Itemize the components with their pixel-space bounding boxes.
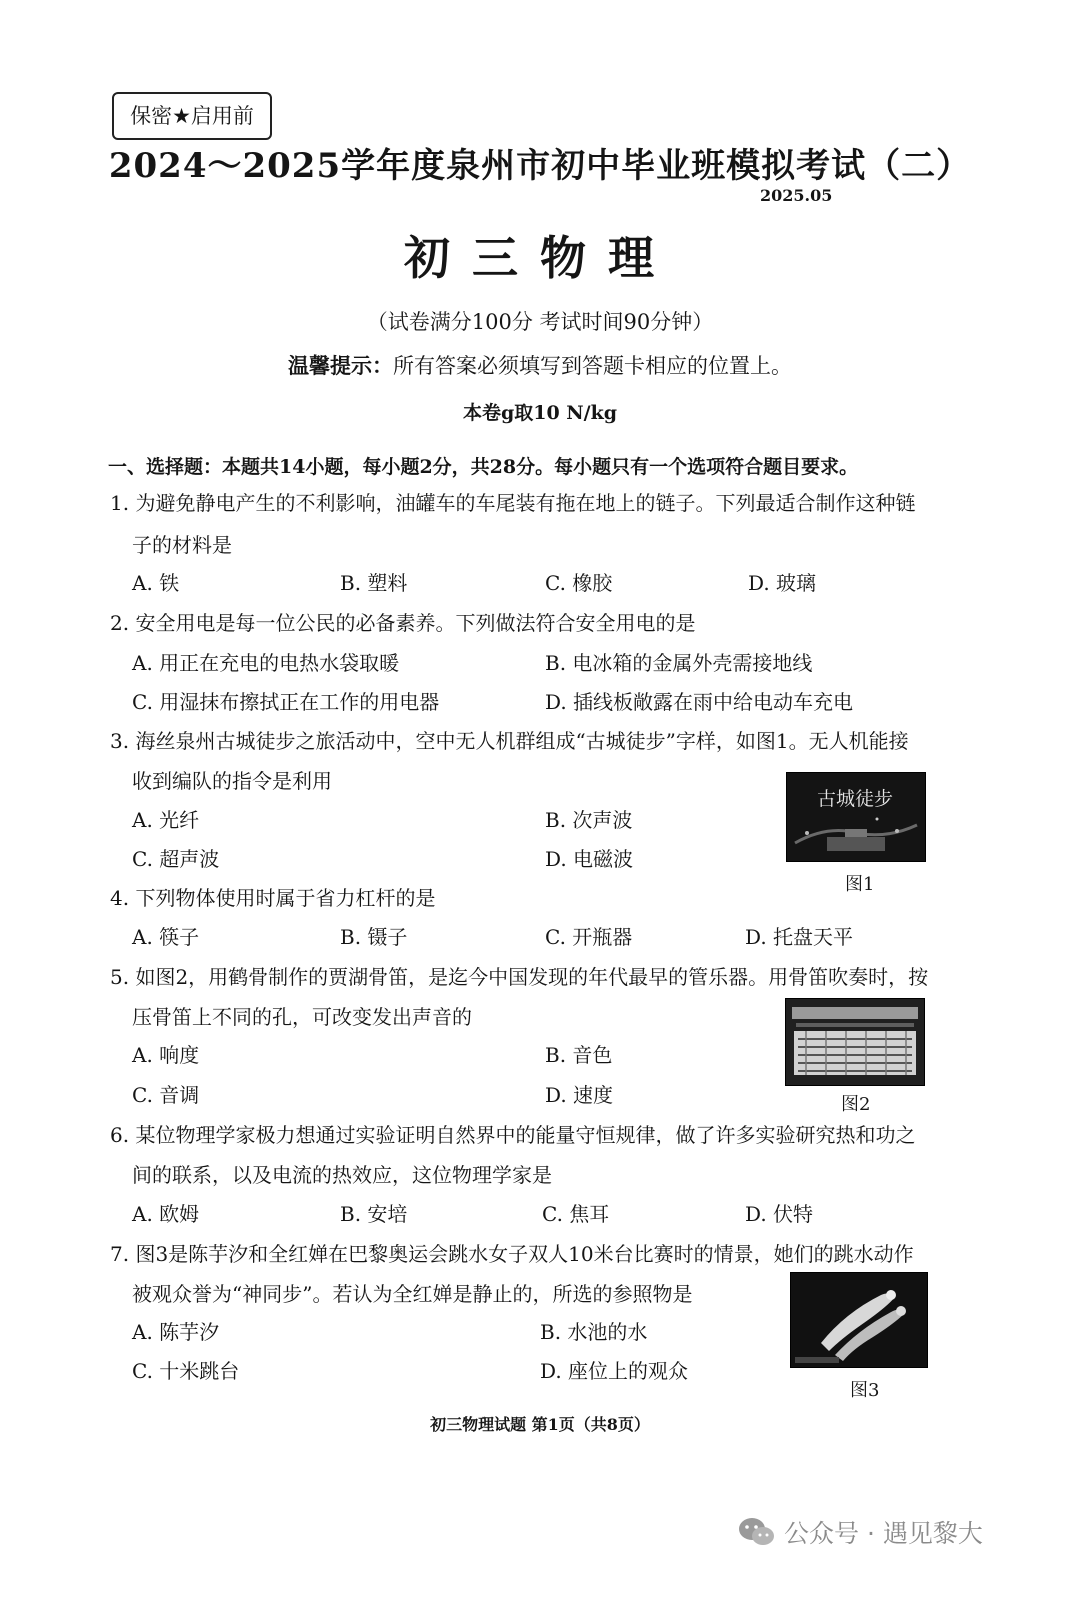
confidential-seal: 保密★启用前 — [112, 92, 272, 140]
g-value-note: 本卷g取10 N/kg — [462, 402, 618, 424]
question-2-option-a: A. 用正在充电的电热水袋取暖 — [132, 651, 400, 675]
question-1-line-1: 1. 为避免静电产生的不利影响，油罐车的车尾装有拖在地上的链子。下列最适合制作这种链 — [110, 491, 916, 515]
question-7-option-d: D. 座位上的观众 — [540, 1359, 689, 1383]
question-2-option-c: C. 用湿抹布擦拭正在工作的用电器 — [132, 690, 440, 714]
question-5-option-c: C. 音调 — [132, 1083, 200, 1107]
question-5-option-a: A. 响度 — [132, 1043, 200, 1067]
exam-info: （试卷满分100分 考试时间90分钟） — [366, 310, 714, 334]
tip-label: 温馨提示： — [288, 354, 393, 378]
figure-2-bone-flute — [785, 998, 925, 1086]
question-2-option-b: B. 电冰箱的金属外壳需接地线 — [545, 651, 813, 675]
question-6-line-2: 间的联系，以及电流的热效应，这位物理学家是 — [132, 1163, 552, 1187]
question-6-option-d: D. 伏特 — [745, 1202, 814, 1226]
question-6-option-c: C. 焦耳 — [542, 1202, 610, 1226]
question-4-line-1: 4. 下列物体使用时属于省力杠杆的是 — [110, 886, 436, 910]
subject-title: 初三物理 — [404, 231, 676, 285]
figure-1-caption: 图1 — [845, 874, 875, 895]
question-5-option-b: B. 音色 — [545, 1043, 613, 1067]
question-3-line-2: 收到编队的指令是利用 — [132, 769, 332, 793]
question-1-option-c: C. 橡胶 — [545, 571, 613, 595]
question-6-option-a: A. 欧姆 — [132, 1202, 200, 1226]
question-4-option-c: C. 开瓶器 — [545, 925, 633, 949]
page-footer: 初三物理试题 第1页（共8页） — [430, 1415, 650, 1434]
question-4-option-a: A. 筷子 — [132, 925, 200, 949]
question-2-option-d: D. 插线板敞露在雨中给电动车充电 — [545, 690, 854, 714]
exam-title: 2024～2025学年度泉州市初中毕业班模拟考试（二） — [108, 146, 972, 186]
question-7-line-2: 被观众誉为“神同步”。若认为全红婵是静止的，所选的参照物是 — [132, 1282, 693, 1306]
figure-3-caption: 图3 — [850, 1380, 880, 1401]
tip-text: 所有答案必须填写到答题卡相应的位置上。 — [393, 354, 792, 378]
question-3-line-1: 3. 海丝泉州古城徒步之旅活动中，空中无人机群组成“古城徒步”字样，如图1。无人机能接 — [110, 729, 909, 753]
figure-2-caption: 图2 — [841, 1094, 871, 1115]
question-3-option-a: A. 光纤 — [132, 808, 200, 832]
watermark-text: 公众号 · 遇见黎大 — [784, 1519, 983, 1548]
section-heading: 一、选择题：本题共14小题，每小题2分，共28分。每小题只有一个选项符合题目要求。 — [108, 456, 859, 478]
question-5-line-2: 压骨笛上不同的孔，可改变发出声音的 — [132, 1005, 472, 1029]
figure-3-diving-pair — [790, 1272, 928, 1368]
figure-1-drone-text: 古城徒步 — [816, 788, 894, 810]
question-7-line-1: 7. 图3是陈芋汐和全红婵在巴黎奥运会跳水女子双人10米台比赛时的情景，她们的跳水动作 — [110, 1242, 914, 1266]
figure-2-image — [786, 999, 924, 1085]
question-1-line-2: 子的材料是 — [132, 533, 232, 557]
question-1-option-d: D. 玻璃 — [748, 571, 817, 595]
exam-date: 2025.05 — [760, 186, 833, 205]
watermark — [738, 1514, 983, 1550]
question-6-line-1: 6. 某位物理学家极力想通过实验证明自然界中的能量守恒规律，做了许多实验研究热和功之 — [110, 1123, 916, 1147]
question-6-option-b: B. 安培 — [340, 1202, 408, 1226]
figure-1-image — [787, 773, 925, 861]
question-5-option-d: D. 速度 — [545, 1083, 614, 1107]
question-7-option-b: B. 水池的水 — [540, 1320, 648, 1344]
question-7-option-c: C. 十米跳台 — [132, 1359, 240, 1383]
question-7-option-a: A. 陈芋汐 — [132, 1320, 220, 1344]
question-3-option-c: C. 超声波 — [132, 847, 220, 871]
question-1-option-b: B. 塑料 — [340, 571, 408, 595]
question-3-option-b: B. 次声波 — [545, 808, 633, 832]
figure-3-image — [791, 1273, 927, 1367]
figure-1-drone-show — [786, 772, 926, 862]
exam-tip — [0, 350, 1080, 380]
question-4-option-d: D. 托盘天平 — [745, 925, 854, 949]
question-1-option-a: A. 铁 — [132, 571, 180, 595]
question-4-option-b: B. 镊子 — [340, 925, 408, 949]
wechat-icon — [738, 1516, 776, 1548]
question-2-line-1: 2. 安全用电是每一位公民的必备素养。下列做法符合安全用电的是 — [110, 611, 696, 635]
question-5-line-1: 5. 如图2，用鹤骨制作的贾湖骨笛，是迄今中国发现的年代最早的管乐器。用骨笛吹奏时，按 — [110, 965, 929, 989]
question-3-option-d: D. 电磁波 — [545, 847, 634, 871]
